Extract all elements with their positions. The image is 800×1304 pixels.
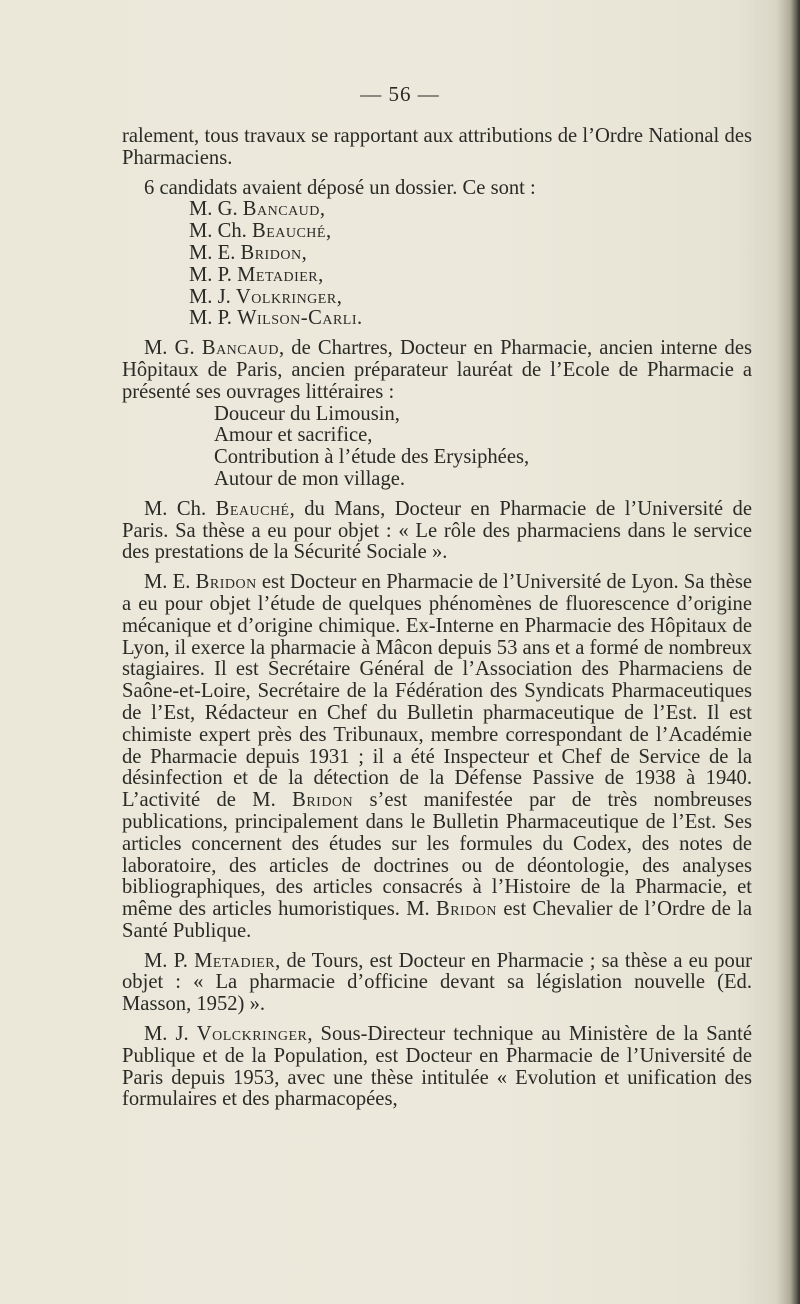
list-item: M. J. Volkringer, [189, 285, 342, 308]
candidate-name: Volckringer [196, 1023, 308, 1046]
body-text [122, 126, 752, 1111]
candidate-name: Bridon [195, 571, 257, 594]
list-item: M. G. Bancaud, [189, 198, 326, 221]
binding-edge-shadow [790, 0, 800, 1304]
bancaud-paragraph: M. G. Bancaud, de Chartres, Docteur en Pharmacie, ancien interne des Hôpitaux de Paris, ancien préparateur lauréat de l’Ecole de Pharmacie a présenté ses ouvrages littéraires : [122, 337, 753, 403]
intro-paragraph: ralement, tous travaux se rapportant aux attributions de l’Ordre National des Pharmaciens. [122, 125, 752, 169]
bancaud-works-list [122, 404, 752, 491]
candidate-name: Bancaud [201, 337, 279, 360]
bridon-paragraph: M. E. Bridon est Docteur en Pharmacie de l’Université de Lyon. Sa thèse a eu pour objet l’étude de quelques phénomènes de fluorescence d’origine mécanique et d’origine chimique. Ex-Interne en Pharmacie des Hôpitaux de Lyon, il exerce la pharmacie à Mâcon depuis 53 ans et a formé de nombreux stagiaires. Il est Secrétaire Général de l’Association des Pharmaciens de Saône-et-Loire, Secrétaire de la Fédération des Syndicats Pharmaceutiques de l’Est, Rédacteur en Chef du Bulletin pharmaceutique de l’Est. Il est chimiste expert près des Tribunaux, membre correspondant de l’Académie de Pharmacie depuis 1931 ; il a été Inspecteur et Chef de Service de la désinfection et de la détection de la Défense Passive de 1938 à 1940. L’activité de M. Bridon s’est manifestée par de très nombreuses publications, principalement dans le Bulletin Pharmaceutique de l’Est. Ses articles concernent des études sur les formules du Codex, des notes de laboratoire, des articles de doctrines ou de déontologie, des analyses bibliographiques, des articles consacrés à l’Histoire de la Pharmacie, et même des articles humoristiques. M. Bridon est Chevalier de l’Ordre de la Santé Publique. [122, 571, 753, 942]
candidate-name: Volkringer [235, 285, 337, 308]
list-item: Contribution à l’étude des Erysiphées, [214, 446, 530, 469]
beauche-paragraph: M. Ch. Beauché, du Mans, Docteur en Pharmacie de l’Université de Paris. Sa thèse a eu pour objet : « Le rôle des pharmaciens dans le service des prestations de la Sécurité Sociale ». [122, 497, 752, 564]
list-item: Autour de mon village. [214, 467, 406, 490]
list-item: M. P. Wilson-Carli. [189, 307, 363, 330]
candidate-name: Wilson-Carli [237, 307, 357, 330]
candidate-name: Beauché [215, 497, 290, 520]
list-item: Douceur du Limousin, [214, 402, 400, 425]
list-item: M. E. Bridon, [189, 241, 307, 264]
candidate-name: Bridon [292, 789, 354, 812]
list-item: M. P. Metadier, [189, 263, 324, 286]
candidate-name: Beauché [251, 220, 326, 243]
candidates-intro: 6 candidats avaient déposé un dossier. Ce sont : [144, 176, 536, 199]
candidate-list [122, 199, 752, 330]
candidate-name: Bridon [435, 898, 498, 921]
candidate-name: Metadier [194, 949, 276, 972]
candidate-name: Metadier [237, 263, 319, 286]
volkringer-paragraph: M. J. Volckringer, Sous-Directeur technique au Ministère de la Santé Publique et de la Population, est Docteur en Pharmacie de l’Université de Paris depuis 1953, avec une thèse intitulée « Evolution et unification des formulaires et des pharmacopées, [122, 1023, 752, 1111]
candidate-name: Bridon [240, 241, 302, 264]
candidate-name: Bancaud [242, 198, 320, 221]
list-item: Amour et sacrifice, [214, 424, 373, 447]
list-item: M. Ch. Beauché, [189, 220, 332, 243]
page-number: — 56 — [360, 82, 440, 106]
metadier-paragraph: M. P. Metadier, de Tours, est Docteur en Pharmacie ; sa thèse a eu pour objet : « La pharmacie d’officine devant sa législation nouvelle (Ed. Masson, 1952) ». [122, 949, 752, 1016]
